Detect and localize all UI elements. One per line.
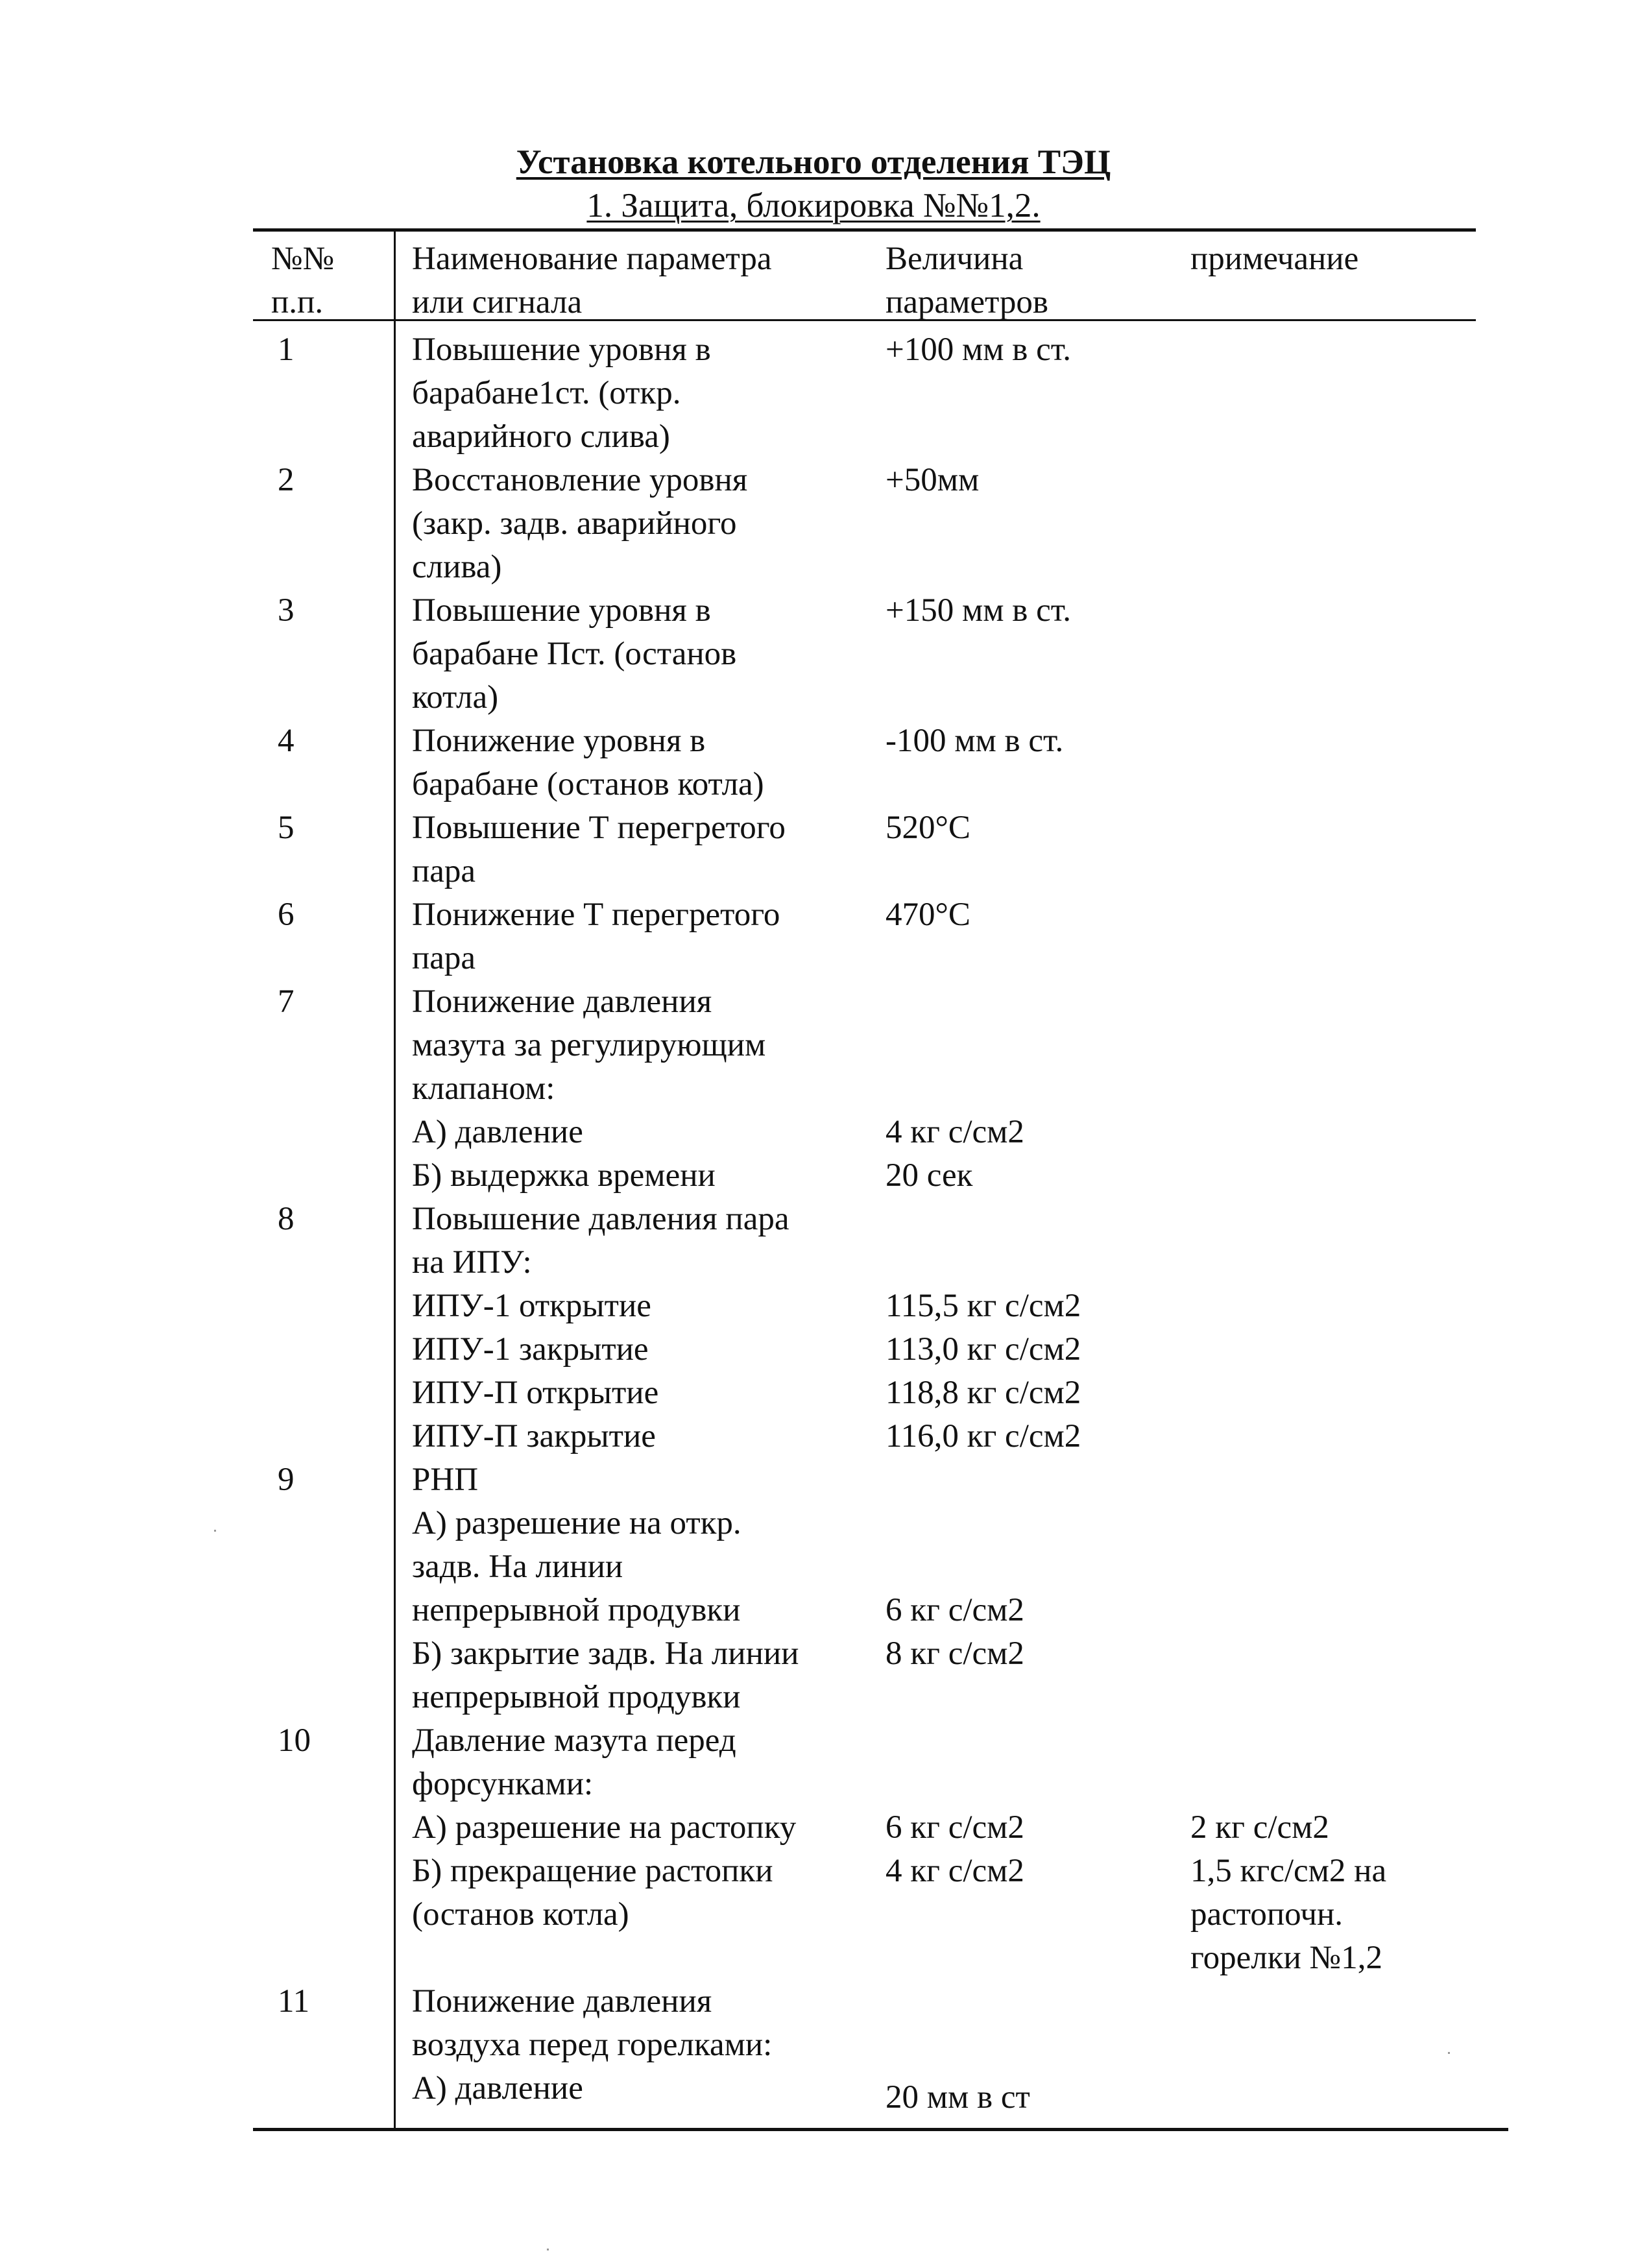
row-2-name-line-2: (закр. задв. аварийного — [412, 505, 737, 542]
row-10-value-1: 6 кг с/см2 — [886, 1809, 1024, 1846]
row-3-name-line-3: котла) — [412, 679, 499, 716]
row-9-name-line-3: задв. На линии — [412, 1549, 623, 1585]
row-10-note-line-4: горелки №1,2 — [1190, 1940, 1382, 1976]
row-9-name-line-1: РНП — [412, 1462, 479, 1498]
row-11-num: 11 — [278, 1983, 310, 2020]
scan-speck — [1448, 2052, 1450, 2054]
row-10-note-line-2: 1,5 кгс/см2 на — [1190, 1853, 1387, 1889]
row-9-name-line-2: А) разрешение на откр. — [412, 1505, 741, 1541]
row-4-value: -100 мм в ст. — [886, 723, 1064, 759]
header-name-line-1: Наименование параметра — [412, 241, 772, 277]
header-num-line-1: №№ — [271, 241, 335, 277]
table-bottom-rule — [253, 2128, 1508, 2131]
row-5-num: 5 — [278, 810, 295, 846]
row-7-value-2: 20 сек — [886, 1157, 973, 1194]
row-7-name-line-3: клапаном: — [412, 1070, 555, 1107]
document-subtitle: 1. Защита, блокировка №№1,2. — [586, 187, 1041, 224]
row-6-value: 470°С — [886, 897, 970, 933]
scan-speck — [214, 1530, 216, 1532]
row-8-name-line-4: ИПУ-1 закрытие — [412, 1331, 649, 1368]
row-8-value-4: 116,0 кг с/см2 — [886, 1418, 1081, 1454]
table-top-rule — [253, 228, 1476, 232]
row-7-value-1: 4 кг с/см2 — [886, 1114, 1024, 1150]
row-9-name-line-4: непрерывной продувки — [412, 1592, 741, 1628]
row-1-name-line-2: барабане1ст. (откр. — [412, 375, 681, 411]
row-3-value: +150 мм в ст. — [886, 592, 1071, 629]
row-5-name-line-1: Повышение Т перегретого — [412, 810, 786, 846]
row-8-value-2: 113,0 кг с/см2 — [886, 1331, 1081, 1368]
header-value-line-2: параметров — [886, 284, 1048, 320]
row-5-name-line-2: пара — [412, 853, 476, 889]
row-3-name-line-1: Повышение уровня в — [412, 592, 711, 629]
row-8-value-1: 115,5 кг с/см2 — [886, 1288, 1081, 1324]
table-column-divider — [394, 232, 396, 2128]
row-9-name-line-5: Б) закрытие задв. На линии — [412, 1635, 799, 1672]
row-4-name-line-1: Понижение уровня в — [412, 723, 706, 759]
row-11-value: 20 мм в ст — [886, 2079, 1030, 2116]
row-1-num: 1 — [278, 332, 295, 368]
row-6-name-line-2: пара — [412, 940, 476, 976]
row-9-num: 9 — [278, 1462, 295, 1498]
row-7-name-line-1: Понижение давления — [412, 983, 712, 1020]
row-11-name-line-2: воздуха перед горелками: — [412, 2027, 773, 2063]
row-8-value-3: 118,8 кг с/см2 — [886, 1375, 1081, 1411]
row-1-name-line-1: Повышение уровня в — [412, 332, 711, 368]
row-10-name-line-2: форсунками: — [412, 1766, 594, 1802]
row-11-name-line-3: А) давление — [412, 2070, 583, 2106]
row-6-name-line-1: Понижение Т перегретого — [412, 897, 780, 933]
row-9-value-1: 6 кг с/см2 — [886, 1592, 1024, 1628]
row-1-name-line-3: аварийного слива) — [412, 418, 670, 455]
row-10-note-line-3: растопочн. — [1190, 1896, 1344, 1933]
row-4-name-line-2: барабане (останов котла) — [412, 766, 764, 802]
row-10-note-line-1: 2 кг с/см2 — [1190, 1809, 1329, 1846]
row-1-value: +100 мм в ст. — [886, 332, 1071, 368]
row-2-num: 2 — [278, 462, 295, 498]
row-10-value-2: 4 кг с/см2 — [886, 1853, 1024, 1889]
row-10-name-line-4: Б) прекращение растопки — [412, 1853, 773, 1889]
row-3-name-line-2: барабане Пст. (останов — [412, 636, 737, 672]
row-4-num: 4 — [278, 723, 295, 759]
row-3-num: 3 — [278, 592, 295, 629]
row-7-num: 7 — [278, 983, 295, 1020]
header-name-line-2: или сигнала — [412, 284, 583, 320]
header-num-line-2: п.п. — [271, 284, 324, 320]
row-10-name-line-5: (останов котла) — [412, 1896, 629, 1933]
header-value-line-1: Величина — [886, 241, 1024, 277]
row-11-name-line-1: Понижение давления — [412, 1983, 712, 2020]
row-8-name-line-6: ИПУ-П закрытие — [412, 1418, 656, 1454]
row-8-name-line-1: Повышение давления пара — [412, 1201, 789, 1237]
row-8-name-line-2: на ИПУ: — [412, 1244, 532, 1281]
row-10-num: 10 — [278, 1722, 311, 1759]
header-note: примечание — [1190, 241, 1359, 277]
row-8-name-line-3: ИПУ-1 открытие — [412, 1288, 651, 1324]
row-6-num: 6 — [278, 897, 295, 933]
row-10-name-line-1: Давление мазута перед — [412, 1722, 736, 1759]
row-7-name-line-5: Б) выдержка времени — [412, 1157, 716, 1194]
row-2-value: +50мм — [886, 462, 980, 498]
row-9-value-2: 8 кг с/см2 — [886, 1635, 1024, 1672]
row-10-name-line-3: А) разрешение на растопку — [412, 1809, 797, 1846]
row-7-name-line-4: А) давление — [412, 1114, 583, 1150]
row-2-name-line-3: слива) — [412, 549, 502, 585]
row-2-name-line-1: Восстановление уровня — [412, 462, 748, 498]
row-5-value: 520°С — [886, 810, 970, 846]
row-9-name-line-6: непрерывной продувки — [412, 1679, 741, 1715]
row-8-name-line-5: ИПУ-П открытие — [412, 1375, 659, 1411]
row-7-name-line-2: мазута за регулирующим — [412, 1027, 766, 1063]
document-title: Установка котельного отделения ТЭЦ — [516, 143, 1111, 181]
row-8-num: 8 — [278, 1201, 295, 1237]
scan-speck — [547, 2249, 549, 2250]
